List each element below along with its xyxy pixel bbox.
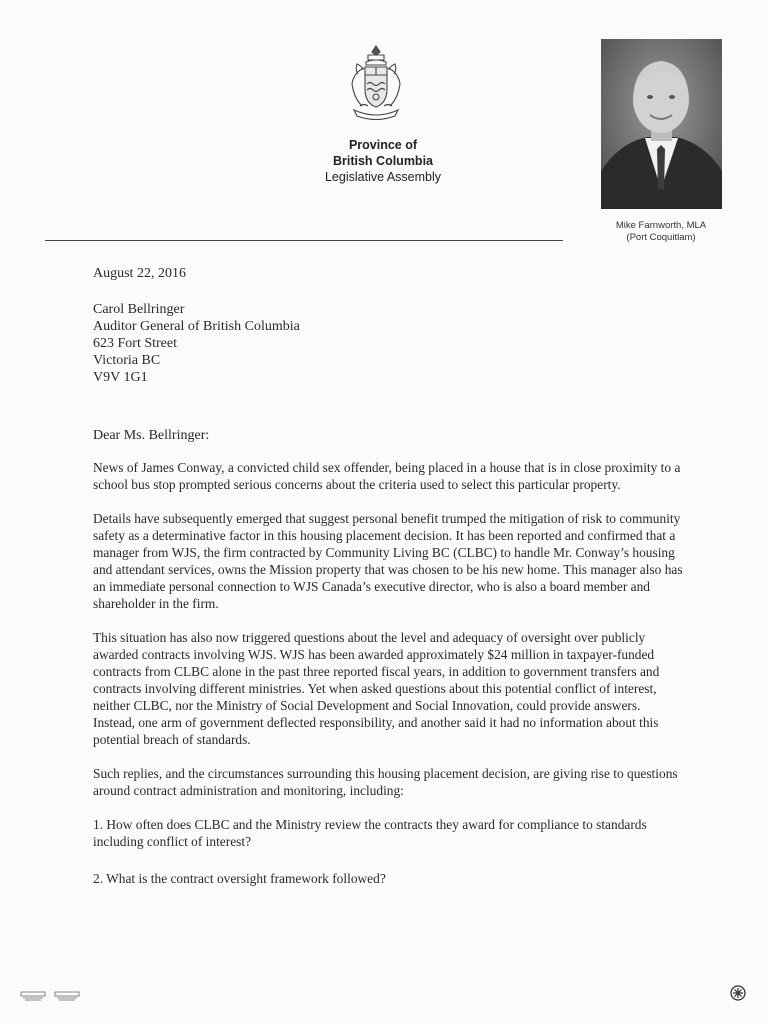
letter-date: August 22, 2016	[93, 266, 186, 281]
question-item: 1. How often does CLBC and the Ministry review the contracts they award for compliance to standards including conflict of interest?	[93, 817, 647, 849]
recipient-city: Victoria BC	[93, 353, 161, 368]
header-divider	[45, 240, 563, 241]
body-paragraph: Such replies, and the circumstances surrounding this housing placement decision, are giving rise to questions around contract administration and monitoring, including:	[93, 766, 678, 798]
body-paragraph: News of James Conway, a convicted child sex offender, being placed in a house that is in close proximity to a school bus stop prompted serious concerns about the criteria used to select this particular property.	[93, 460, 681, 492]
recipient-address	[93, 301, 300, 386]
organization-heading	[300, 137, 466, 185]
photo-caption-name: Mike Farnworth, MLA	[615, 220, 707, 231]
letter-body	[93, 459, 683, 907]
photo-caption-riding: (Port Coquitlam)	[626, 232, 696, 243]
recipient-street: 623 Fort Street	[93, 336, 177, 351]
org-line-bc: British Columbia	[332, 154, 433, 168]
salutation: Dear Ms. Bellringer:	[93, 428, 210, 443]
recipient-title: Auditor General of British Columbia	[93, 319, 300, 334]
photo-caption	[594, 220, 728, 244]
body-paragraph: This situation has also now triggered questions about the level and adequacy of oversight over publicly awarded contracts involving WJS. WJS has been awarded approximately $24 million in taxpayer-funded contracts from CLBC alone in the past three reported fiscal years, in addition to government transfers and contracts involving different ministries. Yet when asked questions about this potential conflict of interest, neither CLBC, nor the Ministry of Social Development and Social Innovation, could provide answers. Instead, one arm of government deflected responsibility, and another said it had no information about this potential breach of standards.	[93, 630, 660, 747]
body-paragraph: Details have subsequently emerged that suggest personal benefit trumped the mitigation of risk to community safety as a determinative factor in this housing placement decision. It has been reported and confirmed that a manager from WJS, the firm contracted by Community Living BC (CLBC) to handle Mr. Conway’s housing and attendant services, owns the Mission property that was chosen to be his new home. This manager also has an immediate personal connection to WJS Canada’s executive director, who is also a board member and shareholder in the firm.	[93, 511, 683, 611]
bc-coat-of-arms-icon	[346, 44, 406, 124]
question-item: 2. What is the contract oversight framework followed?	[93, 871, 386, 886]
union-label-mark-icon	[54, 990, 80, 1002]
recipient-name: Carol Bellringer	[93, 302, 185, 317]
org-line-province: Province of	[348, 138, 418, 152]
mla-portrait-photo	[601, 39, 722, 209]
recycled-paper-mark-icon	[20, 990, 46, 1002]
printer-seal-icon	[730, 985, 746, 1001]
recipient-postal-code: V9V 1G1	[93, 370, 148, 385]
org-line-assembly: Legislative Assembly	[324, 170, 442, 184]
